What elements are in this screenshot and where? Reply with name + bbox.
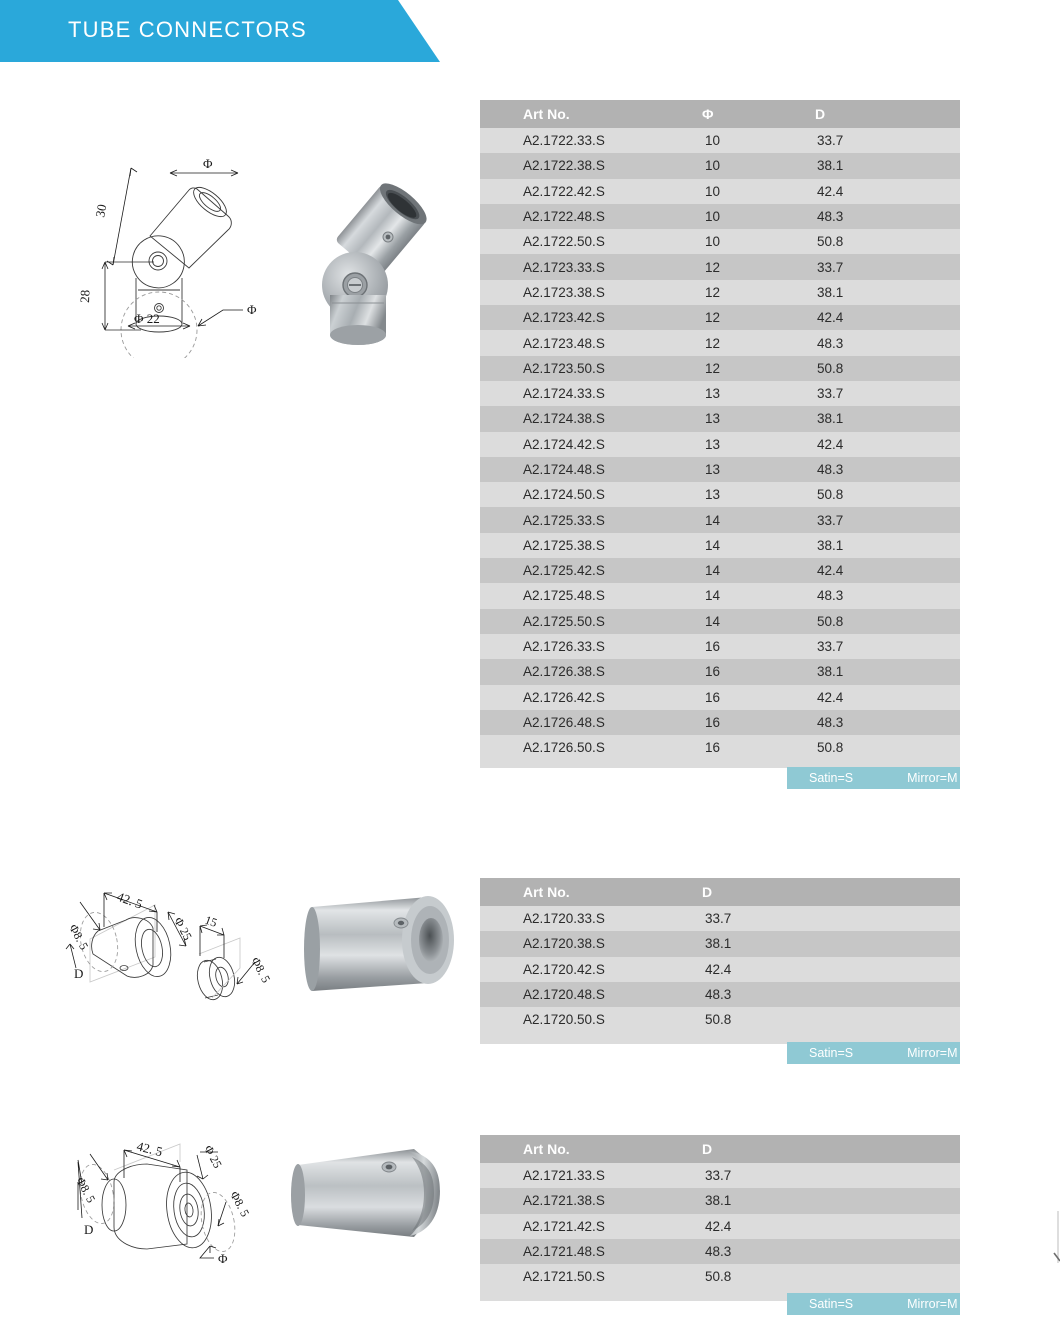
cell-phi: 16 xyxy=(680,685,790,710)
dim-15: 15 xyxy=(202,912,220,930)
cell-phi: 13 xyxy=(680,457,790,482)
cell-art-no: A2.1726.33.S xyxy=(480,634,680,659)
table-row xyxy=(480,1007,960,1032)
table-row xyxy=(480,204,960,229)
column-header-art-no: Art No. xyxy=(480,878,680,906)
cell-d: 48.3 xyxy=(790,330,960,355)
cell-d: 38.1 xyxy=(790,280,960,305)
cell-art-no: A2.1722.50.S xyxy=(480,229,680,254)
cell-art-no: A2.1723.48.S xyxy=(480,330,680,355)
cell-art-no: A2.1723.42.S xyxy=(480,305,680,330)
dim-30: 30 xyxy=(92,202,110,219)
finish-satin-label: Satin=S xyxy=(809,1297,854,1311)
finish-satin-label: Satin=S xyxy=(809,1046,854,1060)
table-row xyxy=(480,583,960,608)
cell-art-no: A2.1724.50.S xyxy=(480,482,680,507)
cell-art-no: A2.1726.48.S xyxy=(480,710,680,735)
cell-phi: 13 xyxy=(680,482,790,507)
cell-art-no: A2.1724.48.S xyxy=(480,457,680,482)
table-row xyxy=(480,533,960,558)
table-row xyxy=(480,634,960,659)
table-row xyxy=(480,957,960,982)
table-header-row xyxy=(480,878,960,906)
cell-d: 48.3 xyxy=(790,457,960,482)
column-header-d: D xyxy=(680,878,960,906)
table-row xyxy=(480,659,960,684)
cell-phi: 14 xyxy=(680,533,790,558)
table-row xyxy=(480,507,960,532)
cell-d: 50.8 xyxy=(790,735,960,760)
finish-legend-saddle xyxy=(787,1293,960,1315)
cell-d: 33.7 xyxy=(790,634,960,659)
finish-mirror-label: Mirror=M xyxy=(907,1046,958,1060)
dim-phi-25: Φ 25 xyxy=(201,1142,225,1171)
cell-art-no: A2.1720.33.S xyxy=(480,906,680,931)
table-row xyxy=(480,128,960,153)
cell-d: 50.8 xyxy=(790,229,960,254)
table-row xyxy=(480,1264,960,1289)
dim-42-5: 42. 5 xyxy=(114,888,145,912)
cell-art-no: A2.1720.48.S xyxy=(480,982,680,1007)
cell-d: 50.8 xyxy=(790,609,960,634)
table-row xyxy=(480,931,960,956)
table-row xyxy=(480,457,960,482)
dim-phi-bottom: Φ xyxy=(247,302,257,317)
finish-satin-label: Satin=S xyxy=(809,771,854,785)
dim-phi-22: Φ 22 xyxy=(134,311,160,326)
product-table-adjustable xyxy=(480,100,960,760)
table-header-row xyxy=(480,1135,960,1163)
table-row xyxy=(480,482,960,507)
table-row xyxy=(480,356,960,381)
cell-d: 42.4 xyxy=(790,432,960,457)
cell-phi: 12 xyxy=(680,254,790,279)
cell-phi: 14 xyxy=(680,507,790,532)
cell-d: 50.8 xyxy=(790,356,960,381)
table-row xyxy=(480,906,960,931)
finish-mirror-label: Mirror=M xyxy=(907,771,958,785)
cell-phi: 10 xyxy=(680,229,790,254)
table-row xyxy=(480,229,960,254)
table-row xyxy=(480,179,960,204)
cell-art-no: A2.1725.38.S xyxy=(480,533,680,558)
cell-d: 42.4 xyxy=(790,685,960,710)
cell-d: 33.7 xyxy=(680,1163,960,1188)
cell-d: 38.1 xyxy=(790,153,960,178)
cell-phi: 10 xyxy=(680,153,790,178)
cell-d: 48.3 xyxy=(680,982,960,1007)
column-header-d: D xyxy=(790,100,960,128)
product-table-saddle xyxy=(480,1135,960,1289)
cell-art-no: A2.1722.38.S xyxy=(480,153,680,178)
cell-d: 38.1 xyxy=(790,406,960,431)
cell-d: 38.1 xyxy=(790,533,960,558)
adjustable-connector-photo xyxy=(300,175,450,355)
cell-art-no: A2.1724.42.S xyxy=(480,432,680,457)
dim-phi-8-5-left: Φ8. 5 xyxy=(66,921,92,953)
cell-d: 42.4 xyxy=(790,179,960,204)
cell-art-no: A2.1725.50.S xyxy=(480,609,680,634)
dim-d: D xyxy=(74,966,84,981)
cell-phi: 10 xyxy=(680,128,790,153)
column-header-art-no: Art No. xyxy=(480,100,680,128)
dim-phi-top: Φ xyxy=(203,156,213,171)
finish-legend-adjustable xyxy=(787,767,960,789)
cell-phi: 13 xyxy=(680,406,790,431)
cell-phi: 12 xyxy=(680,305,790,330)
cell-art-no: A2.1725.48.S xyxy=(480,583,680,608)
table-body-adjustable xyxy=(480,128,960,760)
cell-d: 50.8 xyxy=(680,1264,960,1289)
cell-art-no: A2.1724.33.S xyxy=(480,381,680,406)
cell-art-no: A2.1720.38.S xyxy=(480,931,680,956)
cell-d: 42.4 xyxy=(680,957,960,982)
cell-art-no: A2.1721.33.S xyxy=(480,1163,680,1188)
table-row xyxy=(480,153,960,178)
flat-connector-line-drawing xyxy=(52,872,287,1012)
table-row xyxy=(480,982,960,1007)
column-header-d: D xyxy=(680,1135,960,1163)
cell-d: 50.8 xyxy=(790,482,960,507)
table-row xyxy=(480,305,960,330)
cell-d: 38.1 xyxy=(790,659,960,684)
column-header-phi: Φ xyxy=(680,100,790,128)
cell-phi: 12 xyxy=(680,356,790,381)
cell-d: 33.7 xyxy=(790,128,960,153)
page-title: TUBE CONNECTORS xyxy=(68,17,307,42)
table-row xyxy=(480,381,960,406)
table-row xyxy=(480,330,960,355)
cell-phi: 16 xyxy=(680,710,790,735)
cell-d: 42.4 xyxy=(790,558,960,583)
cell-art-no: A2.1722.42.S xyxy=(480,179,680,204)
cell-d: 42.4 xyxy=(790,305,960,330)
table-row xyxy=(480,432,960,457)
cell-phi: 10 xyxy=(680,204,790,229)
finish-legend-flat xyxy=(787,1042,960,1064)
table-row xyxy=(480,1214,960,1239)
cell-art-no: A2.1726.50.S xyxy=(480,735,680,760)
adjustable-connector-line-drawing xyxy=(58,138,288,358)
cell-art-no: A2.1723.50.S xyxy=(480,356,680,381)
table-row xyxy=(480,254,960,279)
cell-art-no: A2.1726.42.S xyxy=(480,685,680,710)
cell-d: 38.1 xyxy=(680,1188,960,1213)
cell-d: 42.4 xyxy=(680,1214,960,1239)
cell-phi: 13 xyxy=(680,381,790,406)
cell-art-no: A2.1722.33.S xyxy=(480,128,680,153)
cell-d: 33.7 xyxy=(790,254,960,279)
cell-art-no: A2.1721.50.S xyxy=(480,1264,680,1289)
dim-42-5: 42. 5 xyxy=(135,1138,165,1160)
page-header-banner xyxy=(0,0,450,62)
flat-connector-photo xyxy=(300,895,470,997)
table-body-saddle xyxy=(480,1163,960,1289)
cell-phi: 10 xyxy=(680,179,790,204)
cell-d: 33.7 xyxy=(790,381,960,406)
dim-phi-25: Φ 25 xyxy=(171,914,195,943)
cell-art-no: A2.1723.33.S xyxy=(480,254,680,279)
cell-phi: 14 xyxy=(680,583,790,608)
dim-phi-8-5-right: Φ8. 5 xyxy=(248,954,274,986)
table-row xyxy=(480,1239,960,1264)
cell-art-no: A2.1725.33.S xyxy=(480,507,680,532)
dim-28: 28 xyxy=(77,289,93,304)
cell-phi: 16 xyxy=(680,735,790,760)
finish-mirror-label: Mirror=M xyxy=(907,1297,958,1311)
cell-d: 48.3 xyxy=(790,710,960,735)
cell-art-no: A2.1720.50.S xyxy=(480,1007,680,1032)
cell-phi: 12 xyxy=(680,280,790,305)
table-row xyxy=(480,710,960,735)
cell-phi: 12 xyxy=(680,330,790,355)
cell-d: 50.8 xyxy=(680,1007,960,1032)
dim-d: D xyxy=(84,1222,94,1237)
cell-d: 48.3 xyxy=(680,1239,960,1264)
cell-art-no: A2.1725.42.S xyxy=(480,558,680,583)
cell-art-no: A2.1721.38.S xyxy=(480,1188,680,1213)
cell-d: 48.3 xyxy=(790,204,960,229)
table-row xyxy=(480,406,960,431)
cell-phi: 14 xyxy=(680,558,790,583)
dim-phi-8-5-right: Φ8. 5 xyxy=(227,1188,253,1220)
table-body-flat xyxy=(480,906,960,1032)
page-corner-mark xyxy=(1034,1205,1060,1267)
cell-art-no: A2.1726.38.S xyxy=(480,659,680,684)
cell-art-no: A2.1721.48.S xyxy=(480,1239,680,1264)
cell-art-no: A2.1723.38.S xyxy=(480,280,680,305)
cell-art-no: A2.1720.42.S xyxy=(480,957,680,982)
table-row xyxy=(480,1163,960,1188)
table-row xyxy=(480,685,960,710)
cell-d: 33.7 xyxy=(680,906,960,931)
table-row xyxy=(480,280,960,305)
table-header-row xyxy=(480,100,960,128)
table-row xyxy=(480,609,960,634)
cell-phi: 16 xyxy=(680,634,790,659)
table-row xyxy=(480,558,960,583)
table-row xyxy=(480,1188,960,1213)
cell-phi: 14 xyxy=(680,609,790,634)
cell-art-no: A2.1722.48.S xyxy=(480,204,680,229)
cell-phi: 13 xyxy=(680,432,790,457)
cell-d: 48.3 xyxy=(790,583,960,608)
cell-art-no: A2.1721.42.S xyxy=(480,1214,680,1239)
cell-d: 33.7 xyxy=(790,507,960,532)
dim-phi-bottom: Φ xyxy=(218,1251,228,1266)
cell-phi: 16 xyxy=(680,659,790,684)
cell-d: 38.1 xyxy=(680,931,960,956)
cell-art-no: A2.1724.38.S xyxy=(480,406,680,431)
saddle-connector-photo xyxy=(288,1143,463,1248)
product-table-flat xyxy=(480,878,960,1032)
saddle-connector-line-drawing xyxy=(52,1122,287,1272)
dim-phi-8-5-left: Φ8. 5 xyxy=(73,1174,99,1206)
column-header-art-no: Art No. xyxy=(480,1135,680,1163)
